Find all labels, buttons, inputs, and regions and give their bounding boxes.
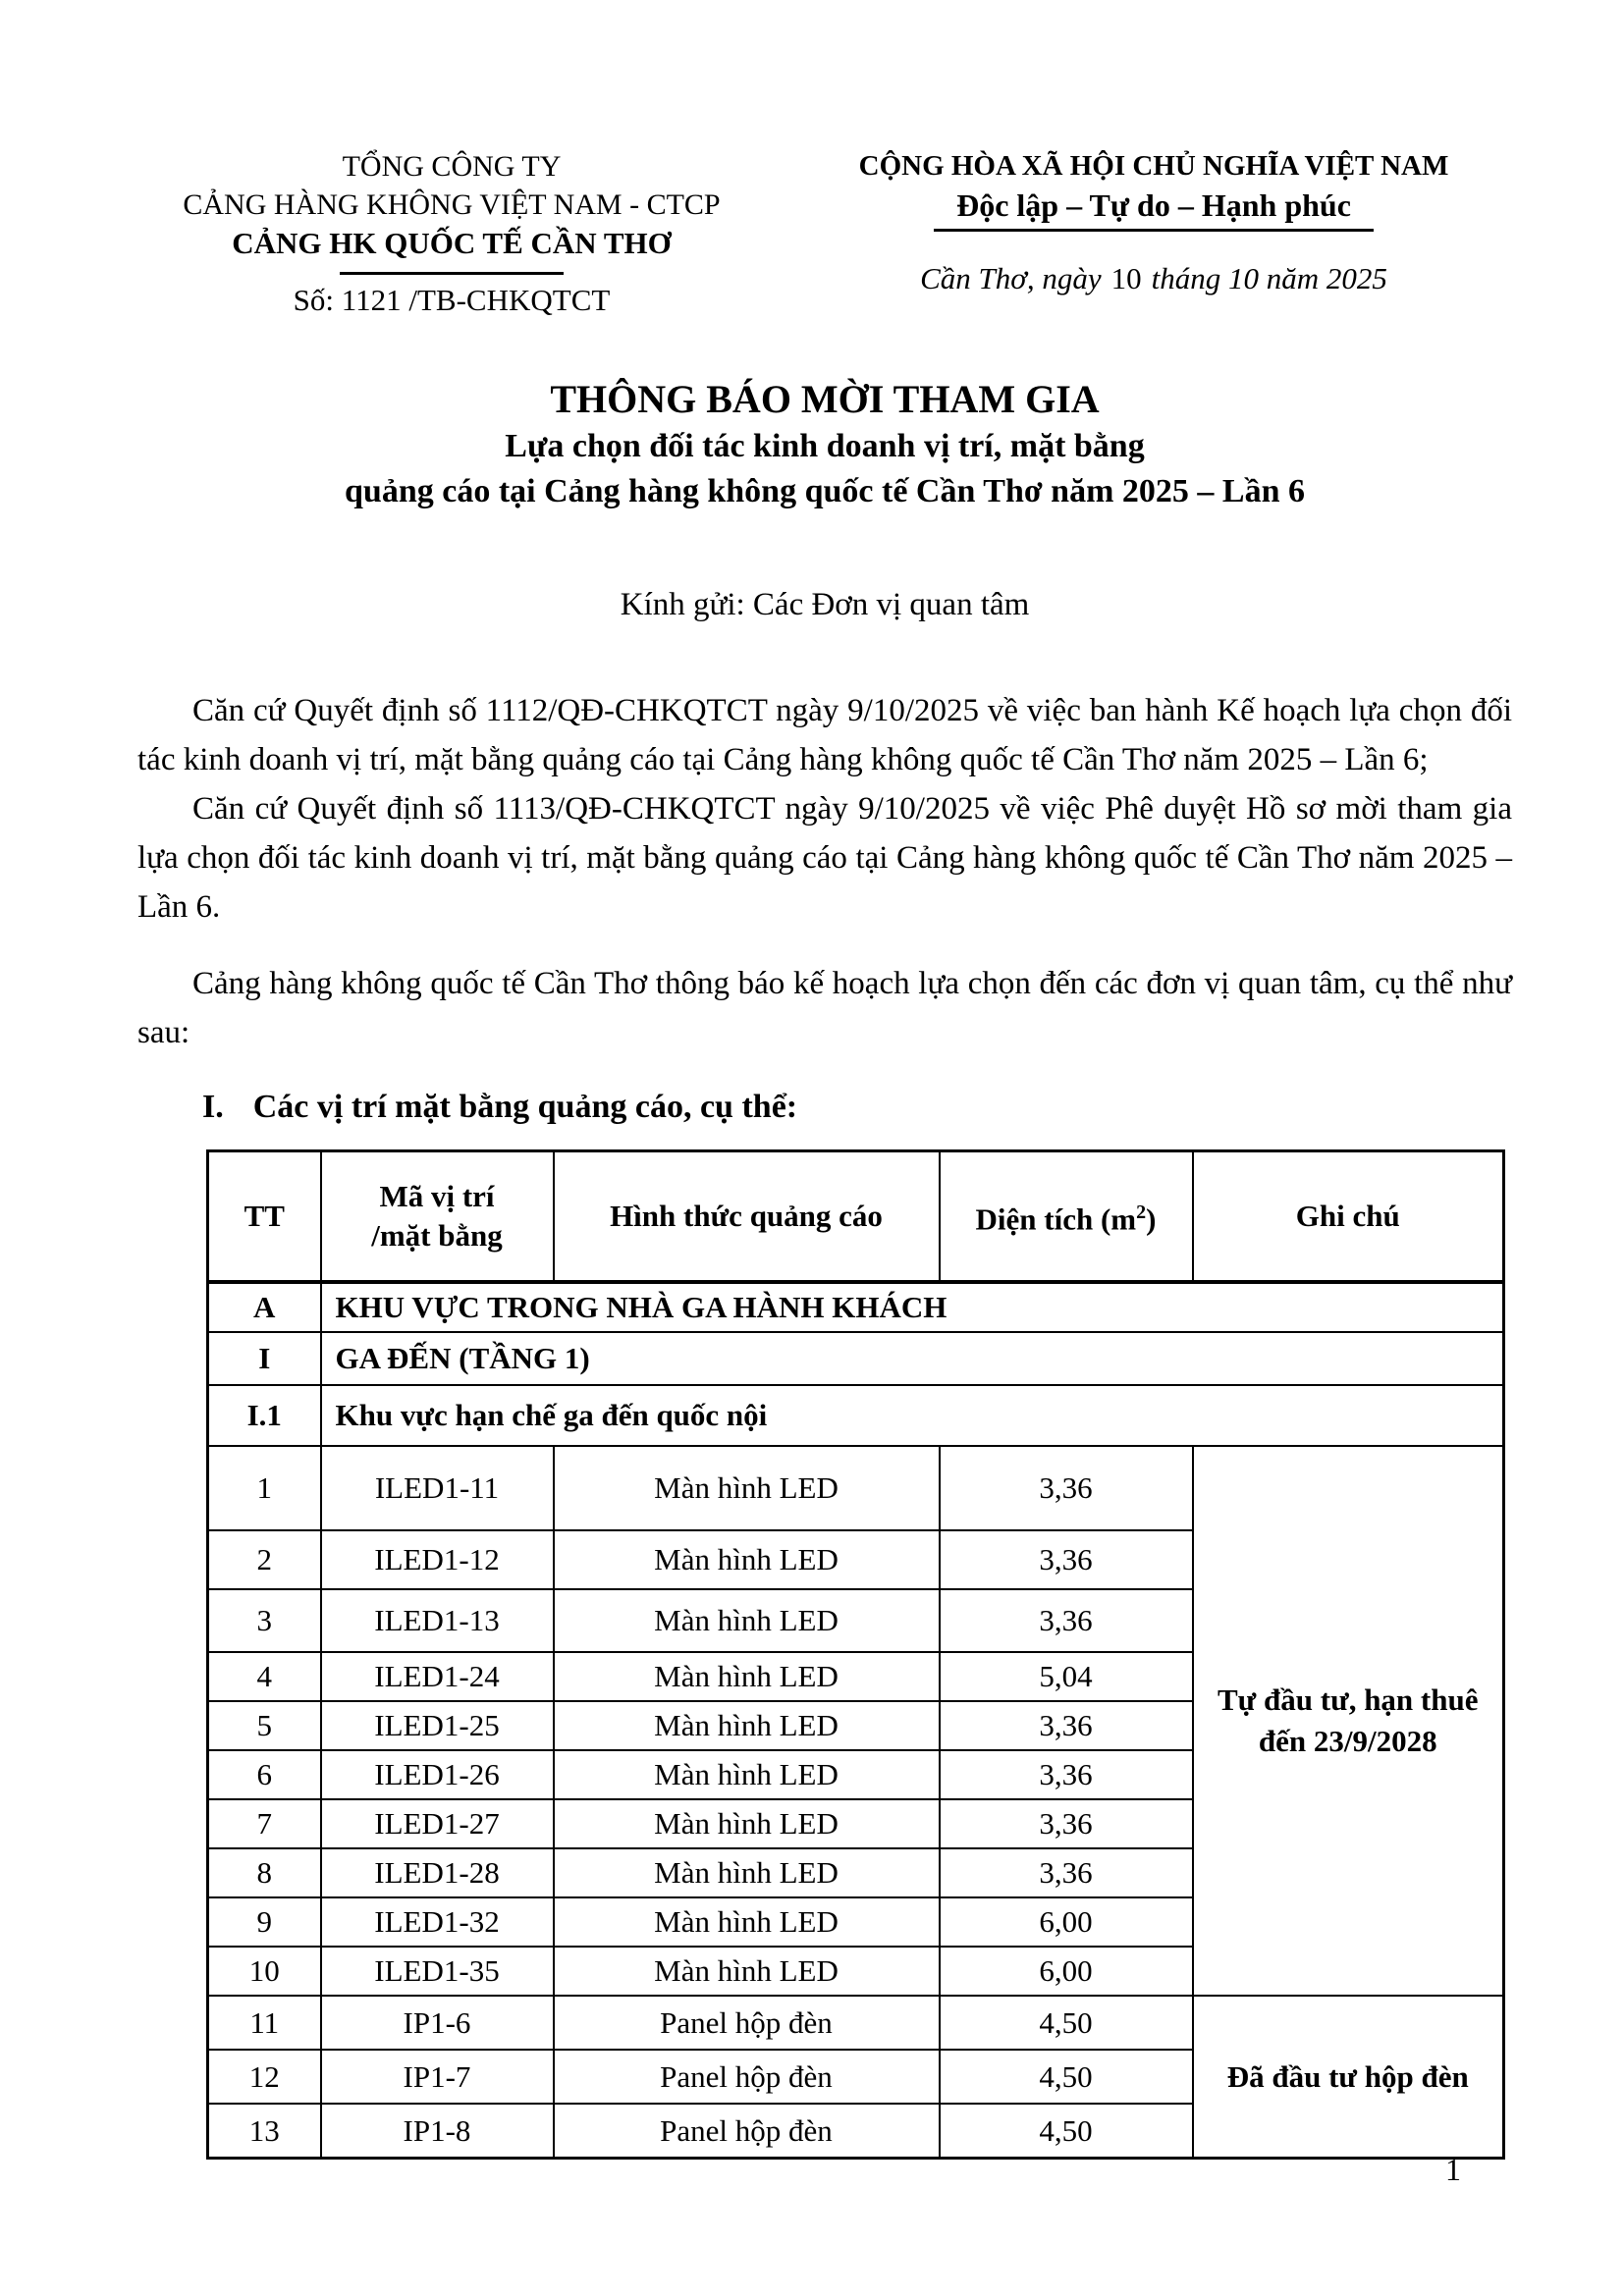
cell-type: Màn hình LED bbox=[554, 1750, 940, 1799]
cell-area: 5,04 bbox=[940, 1652, 1193, 1701]
cell-type: Màn hình LED bbox=[554, 1446, 940, 1530]
cell-type: Màn hình LED bbox=[554, 1848, 940, 1897]
national-title: CỘNG HÒA XÃ HỘI CHỦ NGHĨA VIỆT NAM bbox=[858, 150, 1449, 182]
cell-tt: 13 bbox=[208, 2104, 321, 2159]
cell-tt: 6 bbox=[208, 1750, 321, 1799]
section-row-i bbox=[208, 1332, 1504, 1385]
cell-tt: 5 bbox=[208, 1701, 321, 1750]
cell-code: ILED1-26 bbox=[321, 1750, 554, 1799]
cell-code: ILED1-28 bbox=[321, 1848, 554, 1897]
cell-area: 4,50 bbox=[940, 2050, 1193, 2104]
document-subtitle-line1: Lựa chọn đối tác kinh doanh vị trí, mặt bằng bbox=[505, 428, 1145, 464]
section-text: KHU VỰC TRONG NHÀ GA HÀNH KHÁCH bbox=[321, 1282, 1504, 1332]
cell-code: IP1-8 bbox=[321, 2104, 554, 2159]
section-text: GA ĐẾN (TẦNG 1) bbox=[321, 1332, 1504, 1385]
section-row-i1 bbox=[208, 1385, 1504, 1446]
org-corporation: CẢNG HÀNG KHÔNG VIỆT NAM - CTCP bbox=[183, 188, 721, 221]
cell-tt: 4 bbox=[208, 1652, 321, 1701]
date-day: 10 bbox=[1110, 261, 1142, 295]
cell-code: ILED1-24 bbox=[321, 1652, 554, 1701]
section-title: Các vị trí mặt bằng quảng cáo, cụ thể: bbox=[252, 1089, 798, 1125]
cell-type: Panel hộp đèn bbox=[554, 2104, 940, 2159]
cell-area: 3,36 bbox=[940, 1446, 1193, 1530]
cell-area: 3,36 bbox=[940, 1750, 1193, 1799]
cell-note-group2: Đã đầu tư hộp đèn bbox=[1193, 1996, 1504, 2159]
document-title: THÔNG BÁO MỜI THAM GIA bbox=[550, 377, 1100, 421]
cell-code: ILED1-32 bbox=[321, 1897, 554, 1947]
header-cell-note: Ghi chú bbox=[1193, 1151, 1504, 1283]
area-header-superscript: 2 bbox=[1136, 1201, 1147, 1224]
cell-area: 3,36 bbox=[940, 1848, 1193, 1897]
cell-code: ILED1-12 bbox=[321, 1530, 554, 1589]
body-paragraph-2: Căn cứ Quyết định số 1113/QĐ-CHKQTCT ngày 9/10/2025 về việc Phê duyệt Hồ sơ mời tham gia lựa chọn đối tác kinh doanh vị trí, mặt bằng quảng cáo tại Cảng hàng không quốc tế Cần Thơ năm 2025 – Lần 6. bbox=[137, 791, 1512, 925]
document-subtitle-line2: quảng cáo tại Cảng hàng không quốc tế Cần Thơ năm 2025 – Lần 6 bbox=[345, 473, 1305, 509]
cell-tt: 10 bbox=[208, 1947, 321, 1996]
table-header-row bbox=[208, 1151, 1504, 1283]
cell-type: Màn hình LED bbox=[554, 1701, 940, 1750]
cell-type: Màn hình LED bbox=[554, 1799, 940, 1848]
document-title-block bbox=[137, 375, 1512, 514]
table-row bbox=[208, 1446, 1504, 1530]
cell-tt: 8 bbox=[208, 1848, 321, 1897]
cell-tt: 1 bbox=[208, 1446, 321, 1530]
cell-type: Màn hình LED bbox=[554, 1589, 940, 1652]
area-header-suffix: ) bbox=[1146, 1201, 1157, 1237]
national-motto: Độc lập – Tự do – Hạnh phúc bbox=[956, 187, 1351, 223]
header-cell-type: Hình thức quảng cáo bbox=[554, 1151, 940, 1283]
cell-area: 3,36 bbox=[940, 1589, 1193, 1652]
cell-area: 3,36 bbox=[940, 1799, 1193, 1848]
cell-area: 3,36 bbox=[940, 1530, 1193, 1589]
cell-area: 6,00 bbox=[940, 1947, 1193, 1996]
cell-tt: 12 bbox=[208, 2050, 321, 2104]
cell-tt: 11 bbox=[208, 1996, 321, 2050]
cell-code: ILED1-25 bbox=[321, 1701, 554, 1750]
cell-code: ILED1-13 bbox=[321, 1589, 554, 1652]
cell-area: 3,36 bbox=[940, 1701, 1193, 1750]
motto-underline-rule bbox=[934, 229, 1374, 232]
place-date-line bbox=[795, 261, 1512, 296]
area-header-prefix: Diện tích (m bbox=[975, 1201, 1137, 1237]
cell-area: 4,50 bbox=[940, 2104, 1193, 2159]
header-code-line1: Mã vị trí bbox=[379, 1179, 495, 1213]
cell-code: ILED1-11 bbox=[321, 1446, 554, 1530]
cell-type: Màn hình LED bbox=[554, 1947, 940, 1996]
cell-code: IP1-6 bbox=[321, 1996, 554, 2050]
cell-code: ILED1-27 bbox=[321, 1799, 554, 1848]
page-number: 1 bbox=[1445, 2152, 1461, 2187]
header-cell-area bbox=[940, 1151, 1193, 1283]
document-number: Số: 1121 /TB-CHKQTCT bbox=[293, 283, 611, 317]
header-cell-tt: TT bbox=[208, 1151, 321, 1283]
document-header bbox=[137, 147, 1512, 318]
section-label: I bbox=[208, 1332, 321, 1385]
cell-area: 4,50 bbox=[940, 1996, 1193, 2050]
salutation-line: Kính gửi: Các Đơn vị quan tâm bbox=[620, 587, 1030, 622]
body-paragraph-3: Cảng hàng không quốc tế Cần Thơ thông báo kế hoạch lựa chọn đến các đơn vị quan tâm, cụ thể như sau: bbox=[137, 966, 1512, 1050]
cell-type: Panel hộp đèn bbox=[554, 1996, 940, 2050]
org-underline-rule bbox=[340, 272, 564, 275]
section-row-a bbox=[208, 1282, 1504, 1332]
date-prefix: Cần Thơ, ngày bbox=[920, 261, 1102, 295]
section-heading bbox=[137, 1089, 1512, 1126]
cell-type: Panel hộp đèn bbox=[554, 2050, 940, 2104]
cell-type: Màn hình LED bbox=[554, 1530, 940, 1589]
cell-area: 6,00 bbox=[940, 1897, 1193, 1947]
section-label: A bbox=[208, 1282, 321, 1332]
cell-note-group1: Tự đầu tư, hạn thuê đến 23/9/2028 bbox=[1193, 1446, 1504, 1996]
header-cell-code bbox=[321, 1151, 554, 1283]
cell-tt: 7 bbox=[208, 1799, 321, 1848]
section-text: Khu vực hạn chế ga đến quốc nội bbox=[321, 1385, 1504, 1446]
advertising-positions-table bbox=[206, 1149, 1505, 2160]
cell-tt: 9 bbox=[208, 1897, 321, 1947]
issuing-org-block bbox=[137, 147, 766, 318]
header-code-line2: /mặt bằng bbox=[371, 1218, 503, 1253]
cell-code: ILED1-35 bbox=[321, 1947, 554, 1996]
cell-tt: 3 bbox=[208, 1589, 321, 1652]
date-suffix: tháng 10 năm 2025 bbox=[1151, 261, 1387, 295]
section-number: I. bbox=[202, 1089, 224, 1125]
section-label: I.1 bbox=[208, 1385, 321, 1446]
org-airport-name: CẢNG HK QUỐC TẾ CẦN THƠ bbox=[232, 226, 672, 260]
cell-type: Màn hình LED bbox=[554, 1897, 940, 1947]
cell-code: IP1-7 bbox=[321, 2050, 554, 2104]
national-motto-block bbox=[795, 147, 1512, 296]
cell-tt: 2 bbox=[208, 1530, 321, 1589]
body-paragraph-1: Căn cứ Quyết định số 1112/QĐ-CHKQTCT ngày 9/10/2025 về việc ban hành Kế hoạch lựa chọn đối tác kinh doanh vị trí, mặt bằng quảng cáo tại Cảng hàng không quốc tế Cần Thơ năm 2025 – Lần 6; bbox=[137, 693, 1512, 777]
org-parent-company: TỔNG CÔNG TY bbox=[342, 150, 562, 183]
table-row bbox=[208, 1996, 1504, 2050]
cell-type: Màn hình LED bbox=[554, 1652, 940, 1701]
